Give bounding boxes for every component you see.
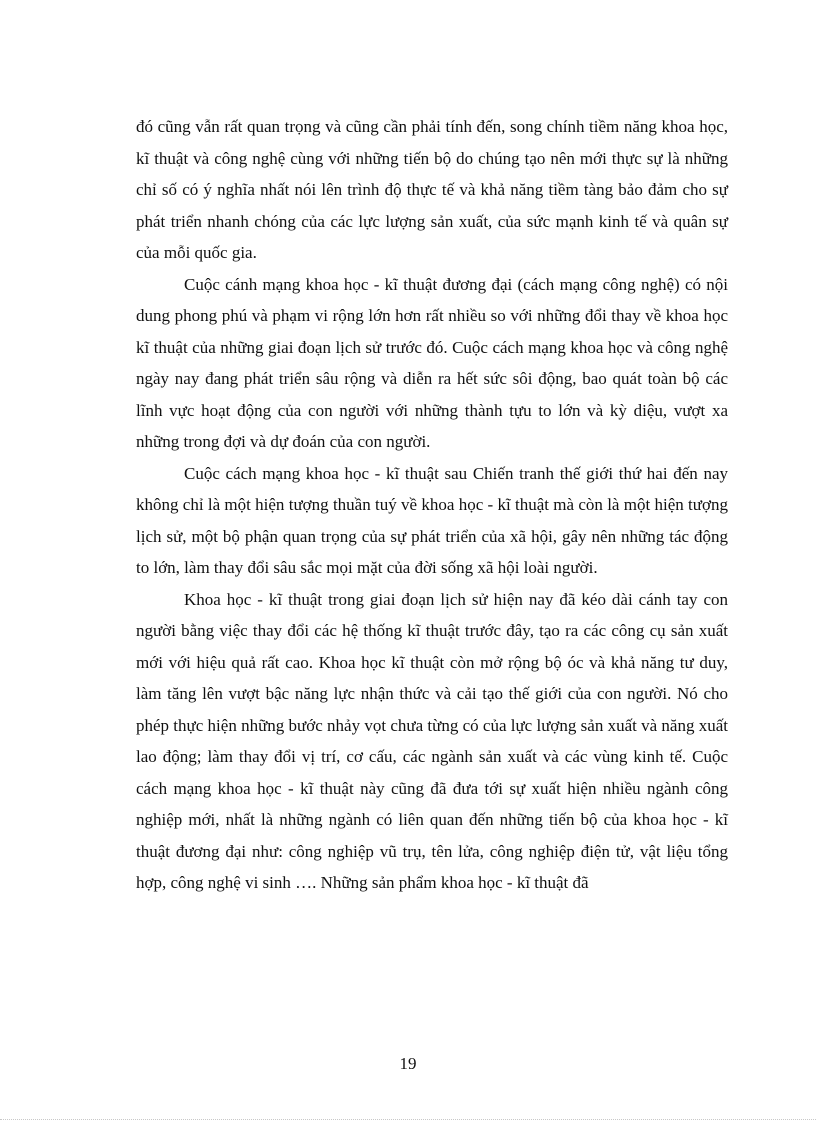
- paragraph-2: Cuộc cánh mạng khoa học - kĩ thuật đương đại (cách mạng công nghệ) có nội dung phong phú và phạm vi rộng lớn hơn rất nhiều so với những đổi thay về khoa học kĩ thuật của những giai đoạn lịch sử trước đó. Cuộc cách mạng khoa học và công nghệ ngày nay đang phát triển sâu rộng và diễn ra hết sức sôi động, bao quát toàn bộ các lĩnh vực hoạt động của con người với những thành tựu to lớn và kỳ diệu, vượt xa những trong đợi và dự đoán của con người.: [136, 274, 728, 451]
- paragraph-1: đó cũng vẫn rất quan trọng và cũng cần phải tính đến, song chính tiềm năng khoa học, kĩ thuật và công nghệ cùng với những tiến bộ do chúng tạo nên mới thực sự là những chỉ số có ý nghĩa nhất nói lên trình độ thực tế và khả năng tiềm tàng bảo đảm cho sự phát triển nhanh chóng của các lực lượng sản xuất, của sức mạnh kinh tế và quân sự của mỗi quốc gia.: [136, 117, 728, 262]
- page-bottom-border: [0, 1119, 816, 1120]
- body-text: [136, 111, 728, 899]
- paragraph-3: Cuộc cách mạng khoa học - kĩ thuật sau Chiến tranh thế giới thứ hai đến nay không chỉ là một hiện tượng thuần tuý về khoa học - kĩ thuật mà còn là một hiện tượng lịch sử, một bộ phận quan trọng của sự phát triển của xã hội, gây nên những tác động to lớn, làm thay đổi sâu sắc mọi mặt của đời sống xã hội loài người.: [136, 463, 728, 577]
- page-number: 19: [399, 1054, 417, 1073]
- paragraph-4: Khoa học - kĩ thuật trong giai đoạn lịch sử hiện nay đã kéo dài cánh tay con người bằng việc thay đổi các hệ thống kĩ thuật trước đây, tạo ra các công cụ sản xuất mới với hiệu quả rất cao. Khoa học kĩ thuật còn mở rộng bộ óc và khả năng tư duy, làm tăng lên vượt bậc năng lực nhận thức và cải tạo thế giới của con người. Nó cho phép thực hiện những bước nhảy vọt chưa từng có của lực lượng sản xuất và năng xuất lao động; làm thay đổi vị trí, cơ cấu, các ngành sản xuất và các vùng kinh tế. Cuộc cách mạng khoa học - kĩ thuật này cũng đã đưa tới sự xuất hiện nhiều ngành công nghiệp mới, nhất là những ngành có liên quan đến những tiến bộ của khoa học - kĩ thuật đương đại như: công nghiệp vũ trụ, tên lửa, công nghiệp điện tử, vật liệu tổng hợp, công nghệ vi sinh …. Những sản phẩm khoa học - kĩ thuật đã: [136, 589, 728, 892]
